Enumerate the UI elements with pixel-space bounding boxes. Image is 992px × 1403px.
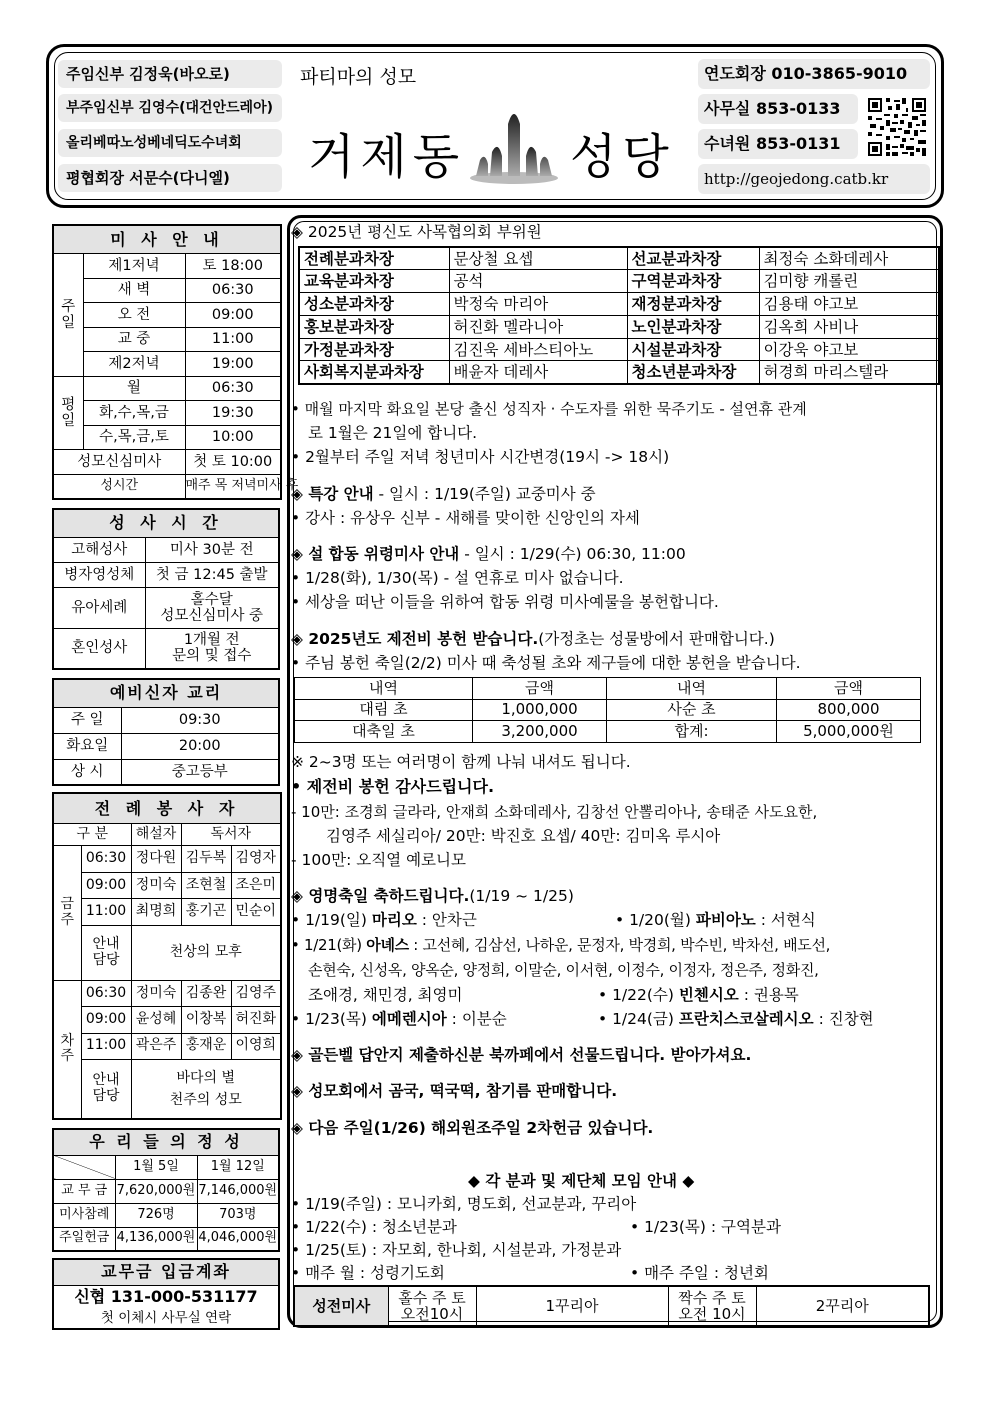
sacrament-time: 미사 30분 전 <box>145 537 279 562</box>
row-label: 교 무 금 <box>53 1179 115 1203</box>
reader: 조은미 <box>231 872 281 898</box>
memorial-mass-notice: ◈ 설 합동 위령미사 안내 - 일시 : 1/29(수) 06:30, 11:00 <box>291 545 686 563</box>
dept-title: 홍보분과차장 <box>299 315 449 338</box>
dept-title: 사회복지분과차장 <box>299 361 449 384</box>
mission-sunday-notice: ◈ 다음 주일(1/26) 해외원조주일 2차헌금 있습니다. <box>291 1119 654 1137</box>
col-item: 내역 <box>607 678 777 700</box>
reader: 민순이 <box>231 899 281 925</box>
parish-patron: 파티마의 성모 <box>300 66 417 88</box>
candle-offering-table <box>294 677 921 743</box>
sacrament-name: 병자영성체 <box>53 563 145 588</box>
col-category: 구 분 <box>53 824 131 846</box>
reader: 김두복 <box>181 846 231 872</box>
lecture-notice: ◈ 특강 안내 - 일시 : 1/19(주일) 교중미사 중 <box>291 485 596 503</box>
marian-mass-label: 성모신심미사 <box>53 450 185 475</box>
notice-rosary: • 매월 마지막 화요일 본당 출신 성직자 · 수도자를 위한 묵주기도 - 설연휴 관계 <box>291 400 807 418</box>
item: 대축일 초 <box>295 721 473 743</box>
feast-3-cont: 손현숙, 신성옥, 양옥순, 양정희, 이말순, 이서현, 이정수, 이정자, 정은주, 정화진, <box>308 961 819 979</box>
council-president-label: 평협회장 서문수(다니엘) <box>58 164 282 192</box>
mass-time: 09:00 <box>81 872 131 898</box>
item: 대림 초 <box>295 699 473 721</box>
reader: 이영희 <box>231 1033 281 1059</box>
reader: 허진화 <box>231 1007 281 1033</box>
council-table <box>298 246 940 385</box>
liturgy-ministers-table <box>52 792 282 1120</box>
reader: 홍재운 <box>181 1033 231 1059</box>
sisters-label: 올리베따노성베네딕도수녀회 <box>58 129 282 157</box>
this-week-label: 금주 <box>53 846 81 980</box>
mass-time: 19:00 <box>185 352 281 377</box>
col-commentator: 해설자 <box>131 824 181 846</box>
sacrament-time: 홀수달 성모신심미사 중 <box>145 588 279 629</box>
row-label: 주일헌금 <box>53 1227 115 1251</box>
dept-title: 선교분과차장 <box>627 247 759 270</box>
catechumen-title: 예비신자 교리 <box>53 679 279 707</box>
mass-day: 수,목,금,토 <box>83 425 185 450</box>
sacrament-mass-table <box>293 1285 930 1327</box>
value: 726명 <box>115 1203 197 1227</box>
dept-person: 공석 <box>449 270 627 293</box>
item: 사순 초 <box>607 699 777 721</box>
offerings-title: 우 리 들 의 정 성 <box>53 1129 279 1155</box>
funeral-chair-phone: 연도회장 010-3865-9010 <box>698 59 930 89</box>
golden-bell-notice: ◈ 골든벨 답안지 제출하신분 북까페에서 선물드립니다. 받아가셔요. <box>291 1046 752 1064</box>
mass-time: 06:30 <box>185 278 281 303</box>
account-table <box>52 1258 280 1330</box>
sacraments-title: 성 사 시 간 <box>53 509 279 537</box>
value: 7,620,000원 <box>115 1179 197 1203</box>
dept-title: 가정분과차장 <box>299 338 449 361</box>
guide-label: 안내 담당 <box>81 1059 131 1119</box>
meetings-title: ◆ 각 분과 및 제단체 모임 안내 ◆ <box>468 1172 695 1190</box>
mass-name: 새 벽 <box>83 278 185 303</box>
guide-group: 천상의 모후 <box>131 925 281 980</box>
feast-3: • 1/21(화) 아녜스 : 고선혜, 김삼선, 나하운, 문정자, 박경희, 박수빈, 박차선, 배도선, <box>291 936 831 954</box>
reader: 김영주 <box>231 980 281 1006</box>
office-phone: 사무실 853-0133 <box>698 94 858 124</box>
col-amount: 금액 <box>777 678 921 700</box>
sacrament-name: 혼인성사 <box>53 628 145 669</box>
class-time: 중고등부 <box>121 759 279 785</box>
reader: 홍기곤 <box>181 899 231 925</box>
class-time: 20:00 <box>121 733 279 759</box>
marian-mass-time: 첫 토 10:00 <box>185 450 281 475</box>
amount: 1,000,000 <box>473 699 607 721</box>
dept-person: 최정숙 소화데레사 <box>759 247 939 270</box>
dept-title: 성소분과차장 <box>299 293 449 316</box>
date-header: 1월 12일 <box>197 1155 279 1179</box>
value: 4,136,000원 <box>115 1227 197 1251</box>
mass-time: 06:30 <box>81 980 131 1006</box>
row-label: 미사참례 <box>53 1203 115 1227</box>
mass-time: 11:00 <box>81 1033 131 1059</box>
offerings-table <box>52 1128 280 1252</box>
sacraments-table <box>52 508 280 670</box>
feast-1: • 1/19(일) 마리오 : 안차근 <box>291 911 477 929</box>
convent-phone: 수녀원 853-0131 <box>698 129 858 159</box>
dept-person: 허경희 마리스텔라 <box>759 361 939 384</box>
value: 4,046,000원 <box>197 1227 279 1251</box>
amount: 3,200,000 <box>473 721 607 743</box>
meeting-1: • 1/19(주일) : 모니카회, 명도회, 선교분과, 꾸리아 <box>291 1195 637 1213</box>
sacrament-name: 고해성사 <box>53 537 145 562</box>
dept-title: 구역분과차장 <box>627 270 759 293</box>
dept-person: 허진화 멜라니아 <box>449 315 627 338</box>
candle-offering-note: ※ 2~3명 또는 여러명이 함께 나눠 내셔도 됩니다. <box>291 753 631 771</box>
memorial-offering: • 세상을 떠난 이들을 위하여 합동 위령 미사예물을 봉헌합니다. <box>291 593 719 611</box>
notice-youth-mass: • 2월부터 주일 저녁 청년미사 시간변경(19시 -> 18시) <box>291 448 670 466</box>
candle-offering-detail: • 주님 봉헌 축일(2/2) 미사 때 축성될 초와 제구들에 대한 봉헌을 받습니다. <box>291 654 801 672</box>
mass-time: 11:00 <box>81 899 131 925</box>
feast-3-cont2: 조애경, 채민경, 최영미 <box>308 986 463 1004</box>
col-amount: 금액 <box>473 678 607 700</box>
holy-hour-time: 매주 목 저녁미사 후 <box>185 474 281 499</box>
holy-hour-label: 성시간 <box>53 474 185 499</box>
mass-time: 06:30 <box>81 846 131 872</box>
next-week-label: 차주 <box>53 980 81 1119</box>
dept-person: 김용태 야고보 <box>759 293 939 316</box>
sacrament-time: 1개월 전 문의 및 접수 <box>145 628 279 669</box>
sacrament-time: 첫 금 12:45 출발 <box>145 563 279 588</box>
feast-4: • 1/22(수) 빈첸시오 : 권용목 <box>598 986 799 1004</box>
total-label: 합계: <box>607 721 777 743</box>
dept-title: 시설분과차장 <box>627 338 759 361</box>
class-day: 화요일 <box>53 733 121 759</box>
mass-day: 월 <box>83 376 185 401</box>
memorial-no-mass: • 1/28(화), 1/30(목) - 설 연휴로 미사 없습니다. <box>291 569 624 587</box>
class-time: 09:30 <box>121 707 279 733</box>
meeting-3: • 1/23(목) : 구역분과 <box>630 1218 781 1236</box>
sunday-label: 주일 <box>53 254 83 377</box>
feast-heading: ◈ 영명축일 축하드립니다.(1/19 ~ 1/25) <box>291 887 574 905</box>
qr-code-icon[interactable] <box>868 98 926 160</box>
dept-person: 박정숙 마리아 <box>449 293 627 316</box>
commentator: 최명희 <box>131 899 181 925</box>
church-logo-icon <box>468 100 560 184</box>
mass-time: 09:00 <box>185 303 281 328</box>
sacrament-mass-label: 성전미사 <box>294 1286 388 1326</box>
meeting-6: • 매주 주일 : 청년회 <box>630 1264 769 1282</box>
mass-time: 토 18:00 <box>185 254 281 279</box>
commentator: 정미숙 <box>131 980 181 1006</box>
council-heading: ◈ 2025년 평신도 사목협의회 부위원 <box>291 223 542 241</box>
total-amount: 5,000,000원 <box>777 721 921 743</box>
meeting-4: • 1/25(토) : 자모회, 한나회, 시설분과, 가정분과 <box>291 1241 622 1259</box>
reader: 조현철 <box>181 872 231 898</box>
guide-group: 바다의 별 천주의 성모 <box>131 1059 281 1119</box>
catechumen-table <box>52 678 280 786</box>
dept-person: 김옥희 사비나 <box>759 315 939 338</box>
thanks-heading: • 제전비 봉헌 감사드립니다. <box>291 777 495 796</box>
meeting-5: • 매주 월 : 성령기도회 <box>291 1264 445 1282</box>
dept-title: 교육분과차장 <box>299 270 449 293</box>
odd-week-group: 1꾸리아 <box>476 1286 668 1326</box>
dept-title: 전례분과차장 <box>299 247 449 270</box>
mass-schedule-title: 미 사 안 내 <box>53 225 281 254</box>
lecture-speaker: • 강사 : 유상우 신부 - 새해를 맞이한 신앙인의 자세 <box>291 509 640 527</box>
sacrament-name: 유아세례 <box>53 588 145 629</box>
account-title: 교무금 입금계좌 <box>53 1259 279 1285</box>
mass-name: 교 중 <box>83 327 185 352</box>
notice-rosary-cont: 로 1월은 21일에 합니다. <box>308 424 478 442</box>
mass-time: 06:30 <box>185 376 281 401</box>
value: 703명 <box>197 1203 279 1227</box>
commentator: 정미숙 <box>131 872 181 898</box>
candle-offering-notice: ◈ 2025년도 제전비 봉헌 받습니다.(가정초는 성물방에서 판매합니다.) <box>291 630 775 648</box>
mass-time: 09:00 <box>81 1007 131 1033</box>
col-item: 내역 <box>295 678 473 700</box>
reader: 김영자 <box>231 846 281 872</box>
pastor-label: 주임신부 김정욱(바오로) <box>58 60 282 88</box>
dept-person: 배윤자 데레사 <box>449 361 627 384</box>
thanks-list-2: 김영주 세실리아/ 20만: 박진호 요셉/ 40만: 김미옥 루시아 <box>326 827 721 845</box>
weekday-label: 평일 <box>53 376 83 450</box>
mass-day: 화,수,목,금 <box>83 401 185 426</box>
mass-time: 11:00 <box>185 327 281 352</box>
mass-schedule-table <box>52 224 299 500</box>
guide-label: 안내 담당 <box>81 925 131 980</box>
diagonal-cell <box>53 1155 115 1179</box>
parish-website-link[interactable]: http://geojedong.catb.kr <box>698 164 930 194</box>
reader: 이창복 <box>181 1007 231 1033</box>
feast-5: • 1/23(목) 에메렌시아 : 이분순 <box>291 1010 507 1028</box>
assistant-pastor-label: 부주임신부 김영수(대건안드레아) <box>58 94 282 122</box>
dept-title: 노인분과차장 <box>627 315 759 338</box>
dept-person: 이강욱 야고보 <box>759 338 939 361</box>
mass-time: 19:30 <box>185 401 281 426</box>
date-header: 1월 5일 <box>115 1155 197 1179</box>
value: 7,146,000원 <box>197 1179 279 1203</box>
mass-name: 오 전 <box>83 303 185 328</box>
feast-2: • 1/20(월) 파비아노 : 서현식 <box>615 911 816 929</box>
meeting-2: • 1/22(수) : 청소년분과 <box>291 1218 457 1236</box>
class-day: 주 일 <box>53 707 121 733</box>
dept-title: 청소년분과차장 <box>627 361 759 384</box>
dept-person: 김미향 캐롤린 <box>759 270 939 293</box>
commentator: 정다원 <box>131 846 181 872</box>
sale-notice: ◈ 성모회에서 곰국, 떡국떡, 참기름 판매합니다. <box>291 1082 618 1100</box>
dept-person: 김진욱 세바스티아노 <box>449 338 627 361</box>
odd-week-time: 홀수 주 토 오전10시 <box>388 1286 476 1326</box>
thanks-list-3: - 100만: 오직열 예로니모 <box>291 851 466 869</box>
col-reader: 독서자 <box>181 824 281 846</box>
class-day: 상 시 <box>53 759 121 785</box>
parish-title: 거제동 성당 <box>308 129 675 185</box>
ministers-title: 전 례 봉 사 자 <box>53 793 281 824</box>
commentator: 곽은주 <box>131 1033 181 1059</box>
reader: 김종완 <box>181 980 231 1006</box>
even-week-group: 2꾸리아 <box>756 1286 929 1326</box>
mass-time: 10:00 <box>185 425 281 450</box>
commentator: 윤성혜 <box>131 1007 181 1033</box>
account-note: 첫 이체시 사무실 연락 <box>53 1309 279 1329</box>
feast-6: • 1/24(금) 프란치스코살레시오 : 진창현 <box>598 1010 874 1028</box>
mass-name: 제2저녁 <box>83 352 185 377</box>
even-week-time: 짝수 주 토 오전 10시 <box>668 1286 756 1326</box>
dept-person: 문상철 요셉 <box>449 247 627 270</box>
thanks-list-1: - 10만: 조경희 글라라, 안재희 소화데레사, 김창선 안뽈리아나, 송태준 사도요한, <box>291 803 818 821</box>
account-number: 신협 131-000-531177 <box>53 1285 279 1309</box>
amount: 800,000 <box>777 699 921 721</box>
dept-title: 재정분과차장 <box>627 293 759 316</box>
mass-name: 제1저녁 <box>83 254 185 279</box>
